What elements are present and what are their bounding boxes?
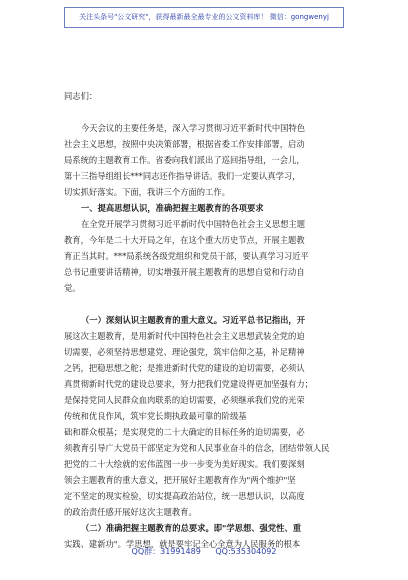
blank-line <box>64 296 344 312</box>
paragraph-line: 真贯彻新时代党的建设总要求，努力把我们党建设得更加坚强有力； <box>64 379 313 389</box>
qq-group: QQ群：31991489 <box>131 547 201 556</box>
paragraph-line: 是保持党同人民群众血肉联系的迫切需要，必须继承我们党的光荣 <box>64 395 305 405</box>
paragraph-line: 须教育引导广大党员干部坚定为党和人民事业奋斗的信念，团结带领人民 <box>64 443 330 453</box>
paragraph-line: 切实抓好落实。下面，我讲三个方面的工作。 <box>64 187 230 197</box>
paragraph-line: 础和群众根基；是实现党的二十大确定的目标任务的迫切需要，必 <box>64 427 305 437</box>
paragraph-line: 觉。 <box>64 283 81 293</box>
paragraph-line: 今天会议的主要任务是，深入学习贯彻习近平新时代中国特色 <box>81 123 306 133</box>
paragraph-line: 定不坚定的现实检验，切实提高政治站位，统一思想认识，以高度 <box>64 491 305 501</box>
subsection-line: （一）深刻认识主题教育的重大意义。习近平总书记指出，开 <box>81 315 306 325</box>
paragraph-line: 总书记重要讲话精神，切实增强开展主题教育的思想自觉和行动自 <box>64 267 305 277</box>
top-banner: 关注头条号"公文研究"，获得最新最全最专业的公文资料库！ 微信：gongwenyj <box>64 7 344 28</box>
paragraph-line: 实践、建新功"。学思想，就是要牢记全心全意为人民服务的根本 <box>64 539 301 549</box>
paragraph-line: 社会主义思想，按照中央决策部署，根据省委工作安排部署，启动 <box>64 139 305 149</box>
paragraph-line: 第十三指导组组长***同志还作指导讲话。我们一定要认真学习， <box>64 171 301 181</box>
paragraph-line: 之钙，把稳思想之舵；是推进新时代党的建设的迫切需要，必须认 <box>64 363 305 373</box>
paragraph-line: 育正当其时。***局系统各级党组织和党员干部，要认真学习习近平 <box>64 251 309 261</box>
blank-line <box>64 104 344 120</box>
paragraph-line: 的政治责任感开展好这次主题教育。 <box>64 507 197 517</box>
footer <box>0 546 408 557</box>
section-heading: 一、提高思想认识，准确把握主题教育的各项要求 <box>81 203 264 213</box>
paragraph-line: 展这次主题教育，是用新时代中国特色社会主义思想武装全党的迫 <box>64 331 305 341</box>
paragraph-line: 局系统的主题教育工作。省委向我们派出了巡回指导组，一会儿， <box>64 155 305 165</box>
paragraph-line: 领会主题教育的重大意义，把开展好主题教育作为"两个维护"坚 <box>64 475 296 485</box>
subsection-line: （二）准确把握主题教育的总要求。即"学思想、强党性、重 <box>81 523 302 533</box>
qq-number: QQ:535304092 <box>215 547 277 556</box>
paragraph-line: 传统和优良作风，筑牢党长期执政最可靠的阶级基 <box>64 411 247 421</box>
paragraph-line: 把党的二十大绘就的宏伟蓝图一步一步变为美好现实。我们要深刻 <box>64 459 305 469</box>
salutation: 同志们： <box>64 91 98 101</box>
paragraph-line: 教育，今年是二十大开局之年，在这个重大历史节点，开展主题教 <box>64 235 305 245</box>
paragraph-line: 在全党开展学习贯彻习近平新时代中国特色社会主义思想主题 <box>81 219 306 229</box>
paragraph-line: 切需要，必须坚持思想建党、理论强党，筑牢信仰之基，补足精神 <box>64 347 305 357</box>
document-body <box>64 88 344 552</box>
